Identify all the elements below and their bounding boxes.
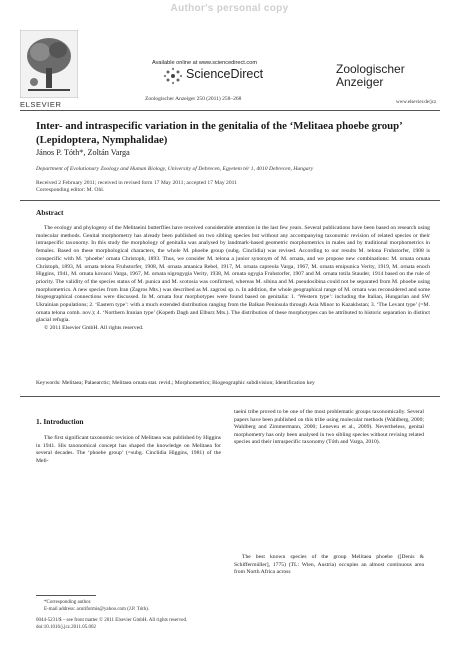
sciencedirect-icon — [163, 66, 183, 86]
intro-paragraph-3: The best known species of the group Melitaea phoebe ([Denis & Schiffermüller], 1775) (TL: Wien, Austria) occupies an almost continuous area from North Africa across — [234, 554, 424, 576]
intro-paragraph-2: taeini tribe proved to be one of the most problematic groups taxonomically. Several papers have been published on this tribe using molecular methods (Wahlberg, 2000; Wahlberg and Zimmermann, 2000; Leneveu et al., 2009). Nevertheless, genital morphometry has only been analysed in two sibling species without revising related species and their intraspecific taxonomy (Tóth and Varga, 2010). — [234, 409, 424, 446]
intro-column-2 — [234, 409, 424, 447]
issn-line: 0044-5231/$ – see front matter © 2011 Elsevier GmbH. All rights reserved. — [36, 618, 188, 623]
publisher-name: ELSEVIER — [20, 100, 62, 109]
authors: János P. Tóth*, Zoltán Varga — [36, 148, 130, 157]
header-rule — [20, 110, 440, 111]
abstract-body — [36, 225, 430, 333]
journal-name-line-1: Zoologischer — [336, 62, 405, 76]
keywords-bottom-rule — [20, 396, 440, 397]
abstract-paragraph: The ecology and phylogeny of the Melitaeini butterflies have received considerable attention in the last few years. Several publications have been based on research using molecular methods. Genital morphometry has already been published on two sibling species but without any accompanying taxonomic revision of related species or their intraspecific taxonomy. In this study the morphology of genitalia was analysed by landmark-based geometric morphometrics in males and by traditional morphometrics in females. Based on these morphological characters, the whole M. phoebe group (subg. Cinclidia) was revised. According to our results M. telona Fruhstorfer, 1908 is conspecific with M. ‘phoebe’ ornata Christoph, 1893. Thus, we consider M. telona a junior synonym of M. ornata, and we propose new combinations: M. ornata ornata Christoph, 1893, M. ornata telona Fruhstorfer, 1908, M. ornata amanica Rebel, 1917, M. ornata capreola Varga, 1967, M. ornata emipunica Verity, 1919, M. ornata enoch Higgins, 1941, M. ornata kovacsi Varga, 1967, M. ornata nigrogygia Verity, 1938, M. ornata ogygia Fruhstorfer, 1907 and M. ornata totila Stauder, 1914 based on the rule of priority. The validity of the species status of M. punica and M. scotosia was confirmed, whereas M. sibina and M. pseudosibina could not be separated from M. phoebe using morphometrics. A new species from Iran (Zagros Mts.) was described as M. zagrosi sp. n. In addition, the whole geographical range of M. ornata was reconsidered and some biogeographical connections were discussed. In M. ornata four morphotypes were found based on genitalia: 1. ‘Western type’: including the Italian, Hungarian and SW Ukrainian populations; 2. ‘Eastern type’: with a much extended distribution ranging from the Balkan Peninsula through Asia Minor to Kazakhstan; 3. ‘The Levant type’ (=M. ornata telona comb. nov.); 4. ‘Northern Iranian type’ (Kopeth Dagh and Elburz Mts.). The distribution of these morphotypes can be attributed to historic separation in distinct glacial refugia. — [36, 225, 430, 324]
intro-column-2b — [234, 554, 424, 577]
footnote-rule — [36, 595, 96, 596]
journal-name — [336, 63, 448, 89]
intro-column-1 — [36, 435, 221, 465]
abstract-top-rule — [20, 200, 440, 201]
journal-name-line-2: Anzeiger — [336, 75, 384, 89]
abstract-heading: Abstract — [36, 208, 64, 217]
available-online: Available online at www.sciencedirect.com — [152, 60, 257, 66]
abstract-copyright: © 2011 Elsevier GmbH. All rights reserved. — [44, 325, 144, 332]
watermark: Author's personal copy — [170, 3, 289, 14]
intro-paragraph-1: The first significant taxonomic revision of Melitaea was published by Higgins in 1941. His taxonomical concept has shaped the knowledge on Melitaea for several decades. The ‘phoebe group’ (=subg. Cinclidia Higgins, 1981) of the Meli- — [36, 435, 221, 464]
journal-url[interactable]: www.elsevier.de/jcz — [396, 100, 437, 105]
sciencedirect-wordmark: ScienceDirect — [186, 67, 264, 81]
corresponding-editor: Corresponding editor: M. Ohl. — [36, 187, 105, 193]
received-dates: Received 2 February 2011; received in revised form 17 May 2011; accepted 17 May 2011 — [36, 180, 238, 186]
email-address[interactable]: E-mail address: acutiformis@yahoo.com (J.P. Tóth). — [44, 607, 150, 612]
doi-link[interactable]: doi:10.1016/j.jcz.2011.05.002 — [36, 625, 96, 630]
article-title: Inter- and intraspecific variation in the genitalia of the ‘Melitaea phoebe group’ (Lepidoptera, Nymphalidae) — [36, 120, 402, 146]
journal-citation: Zoologischer Anzeiger 250 (2011) 258–268 — [145, 96, 242, 102]
elsevier-tree-logo — [20, 30, 78, 98]
keywords: Keywords: Melitaea; Palaearctic; Melitaea ornata stat. revid.; Morphometrics; Biogeographic subdivision; Identification key — [36, 380, 315, 386]
affiliation: Department of Evolutionary Zoology and Human Biology, University of Debrecen, Egyetem tér 1, 4010 Debrecen, Hungary — [36, 166, 314, 172]
section-heading-introduction: 1. Introduction — [36, 417, 84, 426]
corresponding-author-note: *Corresponding author. — [44, 600, 92, 605]
